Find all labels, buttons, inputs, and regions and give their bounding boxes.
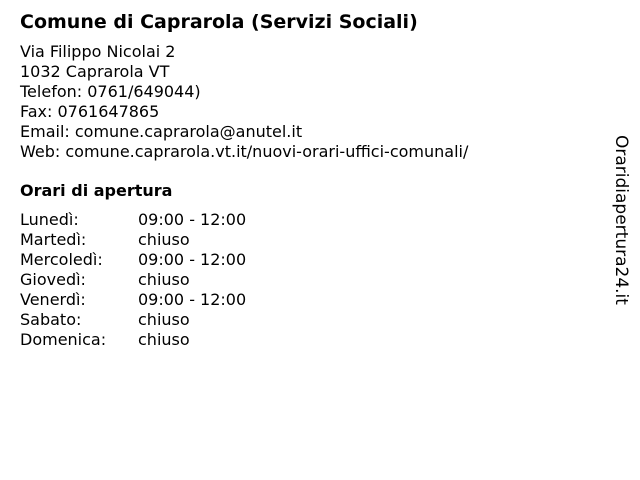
day-hours: chiuso (138, 310, 190, 329)
hours-row-sunday (20, 330, 600, 350)
day-hours: chiuso (138, 270, 190, 289)
hours-row-tuesday (20, 230, 600, 250)
contact-block (20, 42, 600, 162)
day-label: Martedì: (20, 230, 87, 249)
street-address: Via Filippo Nicolai 2 (20, 42, 176, 61)
day-hours: chiuso (138, 230, 190, 249)
brand-watermark: Oraridiapertura24.it (611, 135, 631, 305)
day-hours: chiuso (138, 330, 190, 349)
day-label: Sabato: (20, 310, 82, 329)
hours-row-saturday (20, 310, 600, 330)
hours-row-monday (20, 210, 600, 230)
city-address: 1032 Caprarola VT (20, 62, 170, 81)
opening-hours-heading: Orari di apertura (20, 181, 173, 200)
day-label: Giovedì: (20, 270, 86, 289)
day-label: Lunedì: (20, 210, 79, 229)
fax-number: Fax: 0761647865 (20, 102, 160, 121)
hours-row-friday (20, 290, 600, 310)
website: Web: comune.caprarola.vt.it/nuovi-orari-uffici-comunali/ (20, 142, 469, 161)
phone-number: Telefon: 0761/649044) (20, 82, 201, 101)
day-hours: 09:00 - 12:00 (138, 290, 247, 309)
day-label: Mercoledì: (20, 250, 103, 269)
business-card (20, 10, 600, 350)
day-hours: 09:00 - 12:00 (138, 250, 247, 269)
opening-hours-table (20, 210, 600, 350)
day-label: Domenica: (20, 330, 107, 349)
day-label: Venerdì: (20, 290, 86, 309)
day-hours: 09:00 - 12:00 (138, 210, 247, 229)
email-address: Email: comune.caprarola@anutel.it (20, 122, 303, 141)
business-title: Comune di Caprarola (Servizi Sociali) (20, 11, 418, 33)
hours-row-thursday (20, 270, 600, 290)
hours-row-wednesday (20, 250, 600, 270)
